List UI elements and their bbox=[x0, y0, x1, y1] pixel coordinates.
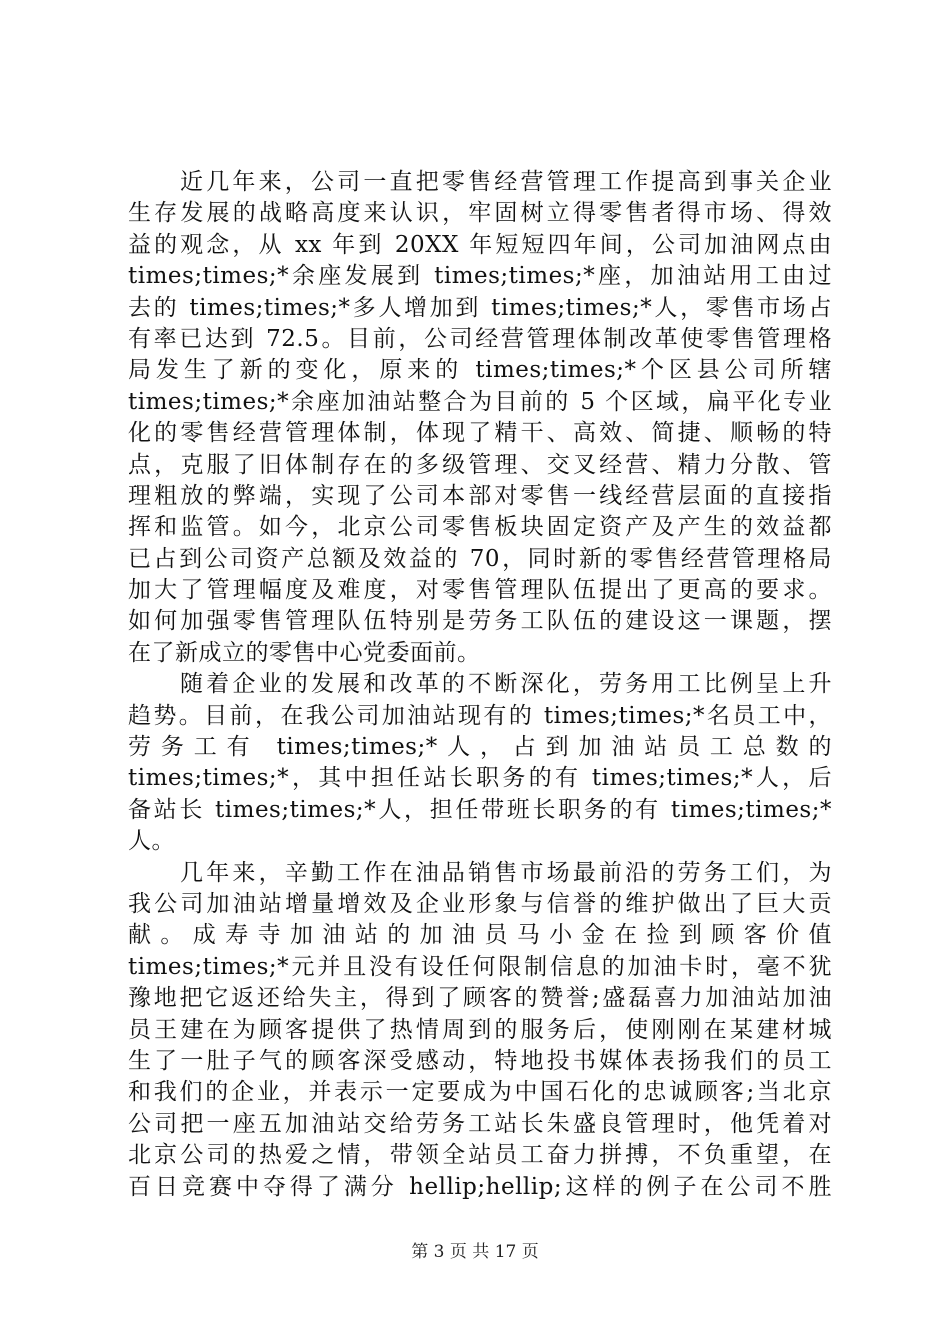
text-line: times;times;*余座加油站整合为目前的 5 个区域，扁平化专业 bbox=[128, 388, 832, 415]
text-line: 近几年来，公司一直把零售经营管理工作提高到事关企业 bbox=[180, 169, 832, 195]
text-line: 生存发展的战略高度来认识，牢固树立得零售者得市场、得效 bbox=[128, 200, 832, 227]
text-line: 豫地把它返还给失主，得到了顾客的赞誉;盛磊喜力加油站加油 bbox=[128, 985, 832, 1012]
text-line: 点，克服了旧体制存在的多级管理、交叉经营、精力分散、管 bbox=[128, 451, 832, 478]
text-line: 化的零售经营管理体制，体现了精干、高效、简捷、顺畅的特 bbox=[128, 420, 832, 447]
text-line: 加大了管理幅度及难度，对零售管理队伍提出了更高的要求。 bbox=[128, 577, 832, 604]
text-line: 有率已达到 72.5。目前，公司经营管理体制改革使零售管理格 bbox=[128, 325, 832, 352]
text-line: 几年来，辛勤工作在油品销售市场最前沿的劳务工们，为 bbox=[180, 859, 832, 886]
text-line: 我公司加油站增量增效及企业形象与信誉的维护做出了巨大贡 bbox=[128, 890, 832, 917]
text-line: times;times;*，其中担任站长职务的有 times;times;*人，后 bbox=[128, 765, 832, 792]
page-number-label: 第 3 页 共 17 页 bbox=[411, 1242, 539, 1262]
text-line: 挥和监管。如今，北京公司零售板块固定资产及产生的效益都 bbox=[128, 514, 832, 541]
text-line: 员王建在为顾客提供了热情周到的服务后，使刚刚在某建材城 bbox=[128, 1016, 832, 1043]
text-line: times;times;*余座发展到 times;times;*座，加油站用工由过 bbox=[128, 263, 832, 290]
paragraph-3 bbox=[128, 858, 832, 1203]
text-line: 理粗放的弊端，实现了公司本部对零售一线经营层面的直接指 bbox=[128, 482, 832, 509]
body-text bbox=[128, 167, 832, 1203]
text-line: 公司把一座五加油站交给劳务工站长朱盛良管理时，他凭着对 bbox=[128, 1110, 832, 1137]
text-line: 已占到公司资产总额及效益的 70，同时新的零售经营管理格局 bbox=[128, 545, 832, 572]
paragraph-1 bbox=[128, 167, 832, 669]
text-line: 随着企业的发展和改革的不断深化，劳务用工比例呈上升 bbox=[180, 671, 832, 698]
text-line: 趋势。目前，在我公司加油站现有的 times;times;*名员工中， bbox=[128, 702, 832, 729]
text-line: 在了新成立的零售中心党委面前。 bbox=[128, 639, 481, 666]
text-line: 生了一肚子气的顾客深受感动，特地投书媒体表扬我们的员工 bbox=[128, 1047, 832, 1074]
page-footer bbox=[0, 1241, 950, 1263]
text-line: 如何加强零售管理队伍特别是劳务工队伍的建设这一课题，摆 bbox=[128, 608, 832, 635]
text-line: 备站长 times;times;*人，担任带班长职务的有 times;times;* bbox=[128, 796, 832, 823]
text-line: 去的 times;times;*多人增加到 times;times;*人，零售市场占 bbox=[128, 294, 832, 321]
text-line: 人。 bbox=[128, 828, 175, 855]
text-line: 益的观念，从 xx 年到 20XX 年短短四年间，公司加油网点由 bbox=[128, 231, 832, 258]
text-line: 献。成寿寺加油站的加油员马小金在捡到顾客价值 bbox=[128, 922, 832, 949]
paragraph-2 bbox=[128, 669, 832, 857]
text-line: times;times;*元并且没有设任何限制信息的加油卡时，毫不犹 bbox=[128, 953, 832, 980]
text-line: 局发生了新的变化，原来的 times;times;*个区县公司所辖 bbox=[128, 357, 832, 384]
text-line: 和我们的企业，并表示一定要成为中国石化的忠诚顾客;当北京 bbox=[128, 1079, 832, 1106]
text-line: 北京公司的热爱之情，带领全站员工奋力拼搏，不负重望，在 bbox=[128, 1142, 832, 1169]
text-line: 劳务工有 times;times;*人，占到加油站员工总数的 bbox=[128, 734, 832, 761]
text-line: 百日竞赛中夺得了满分 hellip;hellip;这样的例子在公司不胜 bbox=[128, 1173, 832, 1200]
